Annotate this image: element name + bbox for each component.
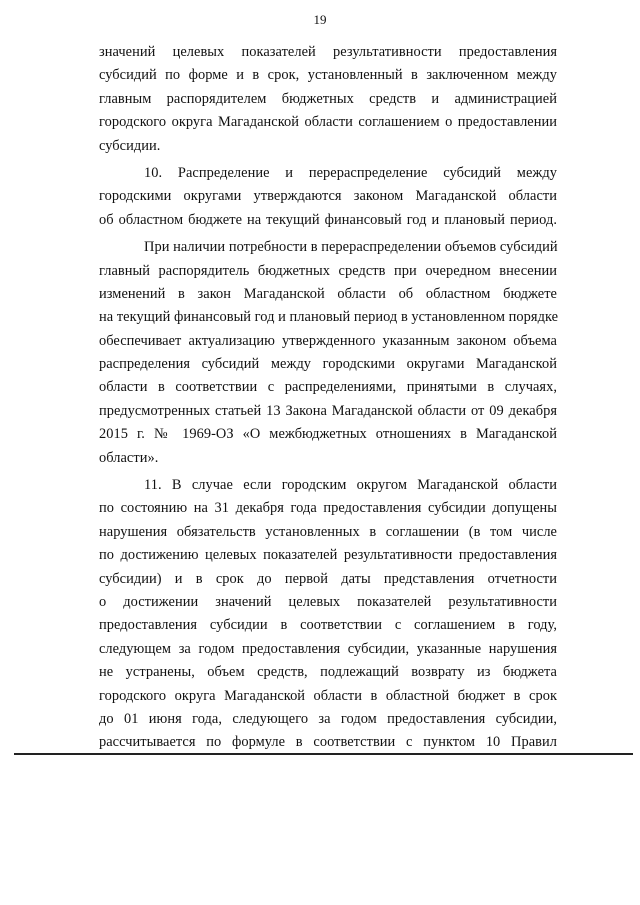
paragraph-continuation	[99, 41, 557, 158]
text-line: о достижении значений целевых показателей результативности	[99, 593, 557, 610]
text-line: на текущий финансовый год и плановый период в установленном порядке	[99, 309, 559, 326]
paragraph-item-11	[99, 474, 557, 755]
paragraph-item-10	[99, 162, 557, 232]
text-line: субсидий по форме и в срок, установленный в заключенном между	[99, 67, 557, 84]
text-line: При наличии потребности в перераспределении объемов субсидий	[144, 239, 558, 256]
text-line: субсидии) и в срок до первой даты представления отчетности	[99, 570, 557, 587]
text-line: следующем за годом предоставления субсидии, указанные нарушения	[99, 640, 557, 657]
document-body	[99, 41, 557, 755]
text-line: изменений в закон Магаданской области об областном бюджете	[99, 285, 557, 302]
text-line: области».	[99, 449, 159, 466]
text-line: по состоянию на 31 декабря года предоставления субсидии допущены	[99, 500, 557, 517]
text-line: городского округа Магаданской области соглашением о предоставлении	[99, 114, 557, 131]
text-line: 11. В случае если городским округом Магаданской области	[144, 477, 557, 494]
text-line: главный распорядитель бюджетных средств при очередном внесении	[99, 262, 557, 279]
text-line: предусмотренных статьей 13 Закона Магаданской области от 09 декабря	[99, 402, 557, 419]
text-line: нарушения обязательств установленных в соглашении (в том числе	[99, 523, 557, 540]
text-line: распределения субсидий между городскими округами Магаданской	[99, 356, 557, 373]
text-line: 2015 г. № 1969-ОЗ «О межбюджетных отношениях в Магаданской	[99, 426, 557, 443]
text-line: до 01 июня года, следующего за годом предоставления субсидии,	[99, 710, 557, 727]
paragraph-redistribution	[99, 236, 557, 470]
text-line: обеспечивает актуализацию утвержденного указанным законом объема	[99, 332, 557, 349]
text-line: по достижению целевых показателей результативности предоставления	[99, 547, 557, 564]
text-line: об областном бюджете на текущий финансовый год и плановый период.	[99, 211, 557, 228]
text-line: главным распорядителем бюджетных средств и администрацией	[99, 90, 557, 107]
text-line: предоставления субсидии в соответствии с соглашением в году,	[99, 617, 557, 634]
text-line: значений целевых показателей результативности предоставления	[99, 44, 557, 60]
text-line: не устранены, объем средств, подлежащий возврату из бюджета	[99, 664, 557, 681]
page-divider-rule	[14, 753, 633, 755]
page-number: 19	[313, 12, 327, 27]
text-line: субсидии.	[99, 137, 161, 154]
text-line: 10. Распределение и перераспределение субсидий между	[144, 164, 557, 181]
text-line: городского округа Магаданской области в областной бюджет в срок	[99, 687, 557, 704]
text-line: городскими округами утверждаются законом Магаданской области	[99, 188, 557, 205]
text-line: рассчитывается по формуле в соответствии с пунктом 10 Правил	[99, 734, 557, 751]
text-line: области в соответствии с распределениями, принятыми в случаях,	[99, 379, 557, 396]
